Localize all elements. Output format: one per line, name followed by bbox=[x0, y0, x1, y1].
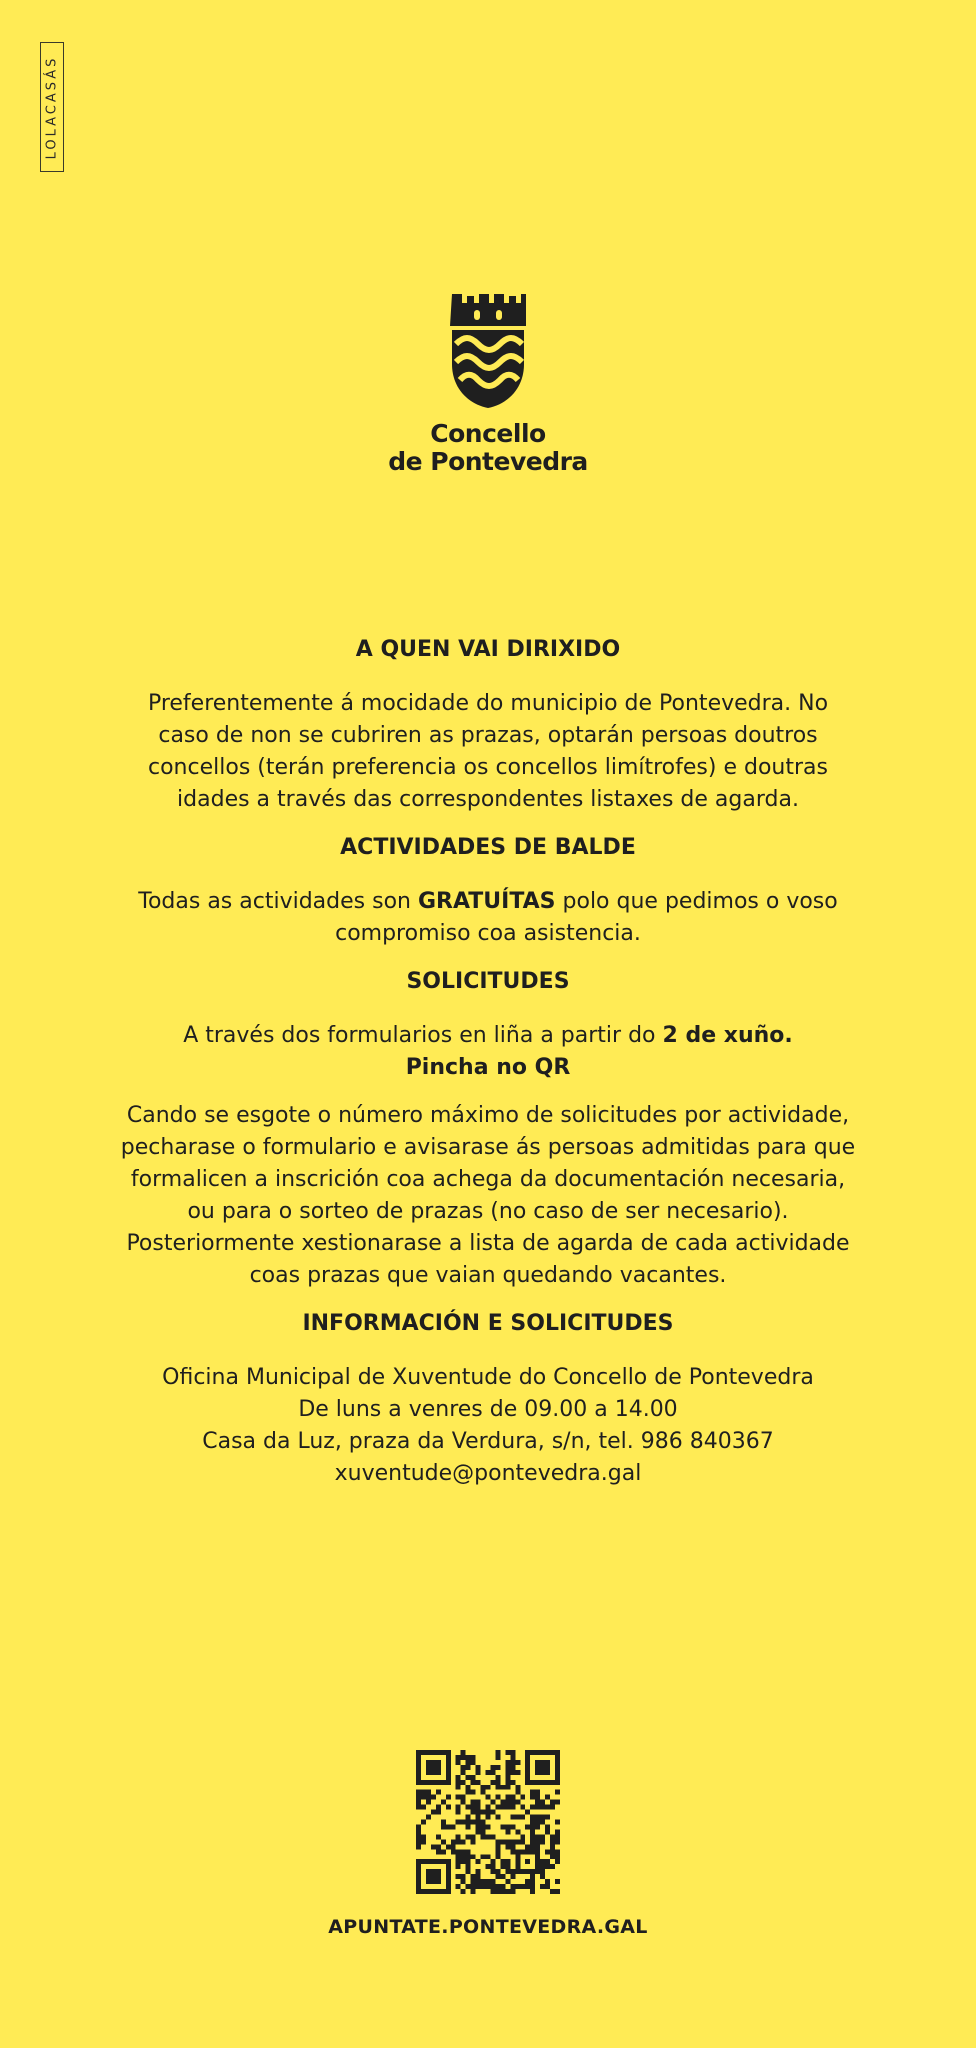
office-hours: De luns a venres de 09.00 a 14.00 bbox=[298, 1397, 678, 1422]
concello-logo bbox=[0, 292, 976, 476]
website-link[interactable]: APUNTATE.PONTEVEDRA.GAL bbox=[328, 1916, 648, 1938]
concello-name bbox=[388, 420, 588, 476]
applications-text-start: A través dos formularios en liña a partir do bbox=[183, 1023, 663, 1048]
concello-name-line2: de Pontevedra bbox=[388, 447, 588, 476]
applications-date: 2 de xuño. bbox=[662, 1023, 793, 1048]
free-text-end: polo que pedimos o voso compromiso coa asistencia. bbox=[335, 889, 838, 946]
designer-credit bbox=[40, 42, 64, 172]
free-activities-heading: ACTIVIDADES DE BALDE bbox=[340, 835, 636, 860]
contact-email[interactable]: xuventude@pontevedra.gal bbox=[334, 1461, 642, 1486]
applications-text bbox=[120, 1020, 856, 1084]
office-address: Casa da Luz, praza da Verdura, s/n, tel. 986 840367 bbox=[202, 1429, 774, 1454]
office-name: Oficina Municipal de Xuventude do Concello de Pontevedra bbox=[162, 1365, 814, 1390]
designer-credit-text: LOLACASÁS bbox=[44, 55, 60, 159]
contact-info bbox=[120, 1362, 856, 1490]
castle-shield-icon bbox=[450, 292, 526, 410]
qr-code[interactable] bbox=[416, 1750, 560, 1894]
applications-heading: SOLICITUDES bbox=[406, 969, 570, 994]
free-text-start: Todas as actividades son bbox=[138, 889, 418, 914]
audience-heading: A QUEN VAI DIRIXIDO bbox=[355, 637, 621, 662]
concello-name-line1: Concello bbox=[430, 419, 546, 448]
info-heading: INFORMACIÓN E SOLICITUDES bbox=[302, 1311, 674, 1336]
main-content bbox=[120, 634, 856, 1506]
free-activities-text bbox=[120, 886, 856, 950]
audience-text: Preferentemente á mocidade do municipio de Pontevedra. No caso de non se cubriren as prazas, optarán persoas doutros concellos (terán preferencia os concellos limítrofes) e doutras idades a través das correspondentes listaxes de agarda. bbox=[147, 691, 829, 812]
qr-code-icon[interactable] bbox=[416, 1750, 560, 1894]
applications-details: Cando se esgote o número máximo de solicitudes por actividade, pecharase o formulario e avisarase ás persoas admitidas para que formalicen a inscrición coa achega da documentación necesaria, ou para o sorteo de prazas (no caso de ser necesario). Posteriormente xestionarase a lista de agarda de cada actividade coas prazas que vaian quedando vacantes. bbox=[120, 1103, 856, 1288]
applications-qr-hint: Pincha no QR bbox=[405, 1055, 571, 1080]
free-text-bold: GRATUÍTAS bbox=[417, 889, 556, 914]
